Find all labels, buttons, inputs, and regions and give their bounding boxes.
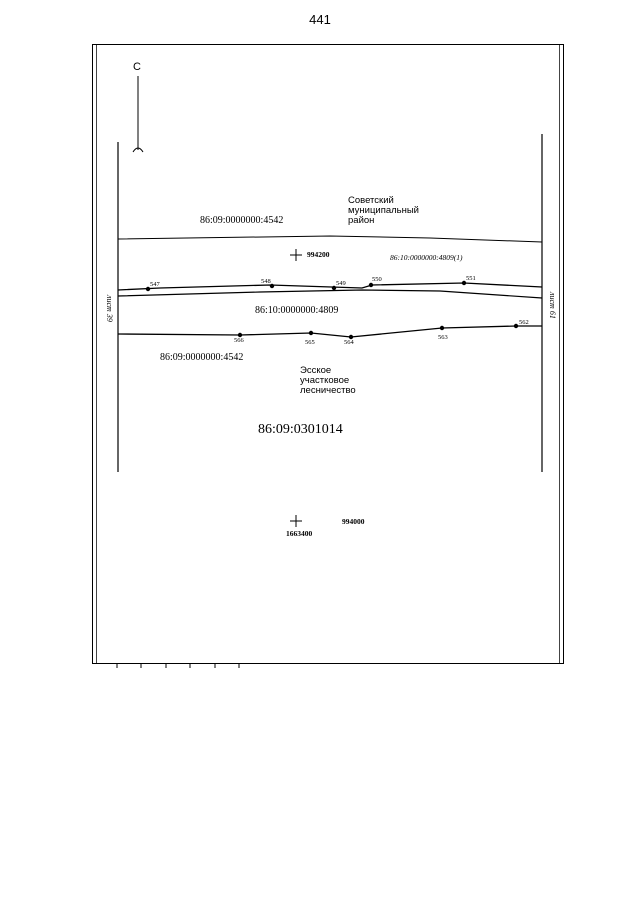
forestry-line-2: участковое <box>300 375 350 386</box>
point-label-549: 549 <box>336 280 346 287</box>
sheet-ref-left: лист 39 <box>105 295 114 322</box>
point-562 <box>514 324 518 328</box>
parcel-lower-label: 86:09:0000000:4542 <box>160 352 244 363</box>
point-label-550: 550 <box>372 276 382 283</box>
district-line-2: муниципальный <box>348 205 419 216</box>
point-label-562: 562 <box>519 319 529 326</box>
north-label: С <box>133 61 141 73</box>
parcel-upper-label: 86:09:0000000:4542 <box>200 215 284 226</box>
page-number: 441 <box>309 12 331 27</box>
quarter-label: 86:09:0301014 <box>258 422 343 437</box>
point-label-551: 551 <box>466 275 476 282</box>
sheet-ref-right: лист 61 <box>548 292 557 319</box>
parcel-middle-label: 86:10:0000000:4809 <box>255 305 339 316</box>
parcel-middle-part-label: 86:10:0000000:4809(1) <box>390 253 463 262</box>
point-label-548: 548 <box>261 278 271 285</box>
point-label-547: 547 <box>150 281 160 288</box>
district-line-1: Советский <box>348 195 394 206</box>
forestry-line-3: лесничество <box>300 385 356 396</box>
grid-bottom-y: 994000 <box>342 517 365 526</box>
point-label-563: 563 <box>438 334 448 341</box>
forestry-label <box>300 366 356 396</box>
district-label <box>348 196 419 226</box>
grid-bottom-x: 1663400 <box>286 529 313 538</box>
district-line-3: район <box>348 215 375 226</box>
point-label-566: 566 <box>234 337 244 344</box>
upper-boundary <box>118 236 542 242</box>
grid-top-y: 994200 <box>307 250 330 259</box>
point-label-565: 565 <box>305 339 315 346</box>
line-second <box>118 290 542 298</box>
scale-ticks <box>117 664 239 668</box>
point-565 <box>309 331 313 335</box>
point-563 <box>440 326 444 330</box>
forestry-line-1: Эсское <box>300 365 332 376</box>
line-bottom <box>118 326 542 337</box>
north-arrow <box>133 76 143 152</box>
point-label-564: 564 <box>344 339 354 346</box>
